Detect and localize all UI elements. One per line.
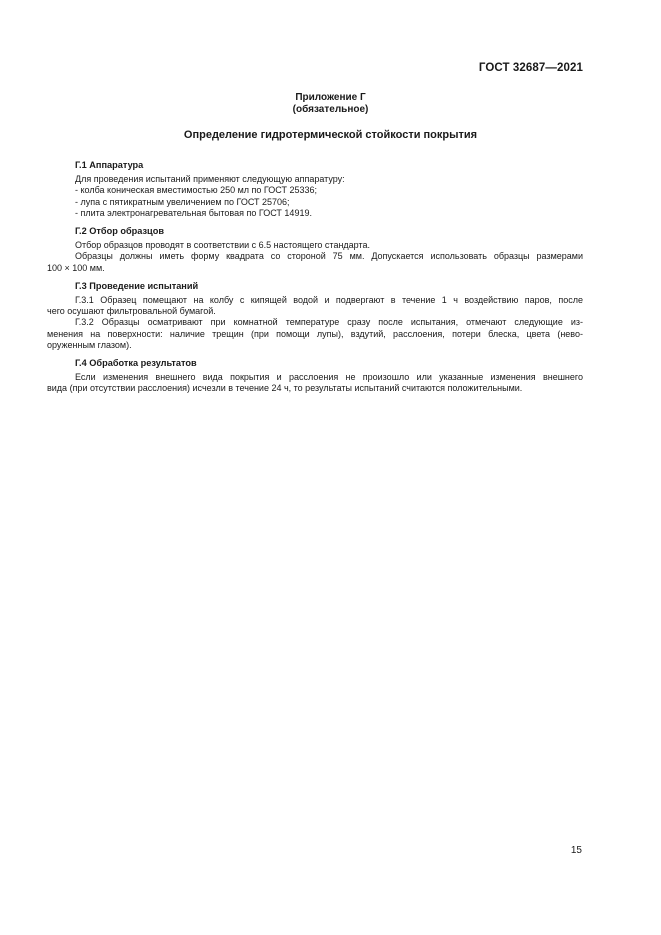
section-heading-apparatus: Г.1 Аппаратура (75, 160, 144, 170)
list-item: - лупа с пятикратным увеличением по ГОСТ 25706; (75, 196, 290, 207)
paragraph-line: Г.3.1 Образец помещают на колбу с кипящей водой и подвергают в течение 1 ч воздействию паров, после (75, 295, 583, 306)
annex-status: (обязательное) (292, 104, 369, 115)
paragraph-line: менения на поверхности: наличие трещин (при помощи лупы), вздутий, расслоения, потери блеска, цвета (нево- (47, 328, 583, 339)
page-number: 15 (570, 845, 582, 856)
paragraph-line: Образцы должны иметь форму квадрата со стороной 75 мм. Допускается использовать образцы размерами (75, 251, 583, 262)
paragraph-line: Г.3.2 Образцы осматривают при комнатной температуре сразу после испытания, отмечают следующие из- (75, 317, 583, 328)
paragraph: Отбор образцов проводят в соответствии с 6.5 настоящего стандарта. (75, 240, 371, 251)
paragraph-line: Если изменения внешнего вида покрытия и расслоения не произошло или указанные изменения внешнего (75, 372, 583, 383)
document-body (47, 160, 583, 395)
annex-title: Приложение Г (295, 92, 366, 103)
standard-number: ГОСТ 32687—2021 (478, 62, 583, 74)
paragraph: Для проведения испытаний применяют следующую аппаратуру: (75, 174, 345, 185)
section-heading-testing: Г.3 Проведение испытаний (75, 280, 199, 291)
paragraph-line: чего осушают фильтровальной бумагой. (47, 306, 216, 317)
document-title: Определение гидротермической стойкости покрытия (183, 129, 478, 141)
list-item: - колба коническая вместимостью 250 мл по ГОСТ 25336; (75, 185, 318, 196)
paragraph-line: вида (при отсутствии расслоения) исчезли в течение 24 ч, то результаты испытаний считаются положительными. (47, 383, 523, 394)
section-heading-results: Г.4 Обработка результатов (75, 358, 197, 369)
section-heading-sampling: Г.2 Отбор образцов (75, 226, 164, 237)
paragraph-line: 100 × 100 мм. (47, 262, 105, 273)
paragraph-line: оруженным глазом). (47, 339, 132, 350)
list-item: - плита электронагревательная бытовая по ГОСТ 14919. (75, 207, 312, 218)
